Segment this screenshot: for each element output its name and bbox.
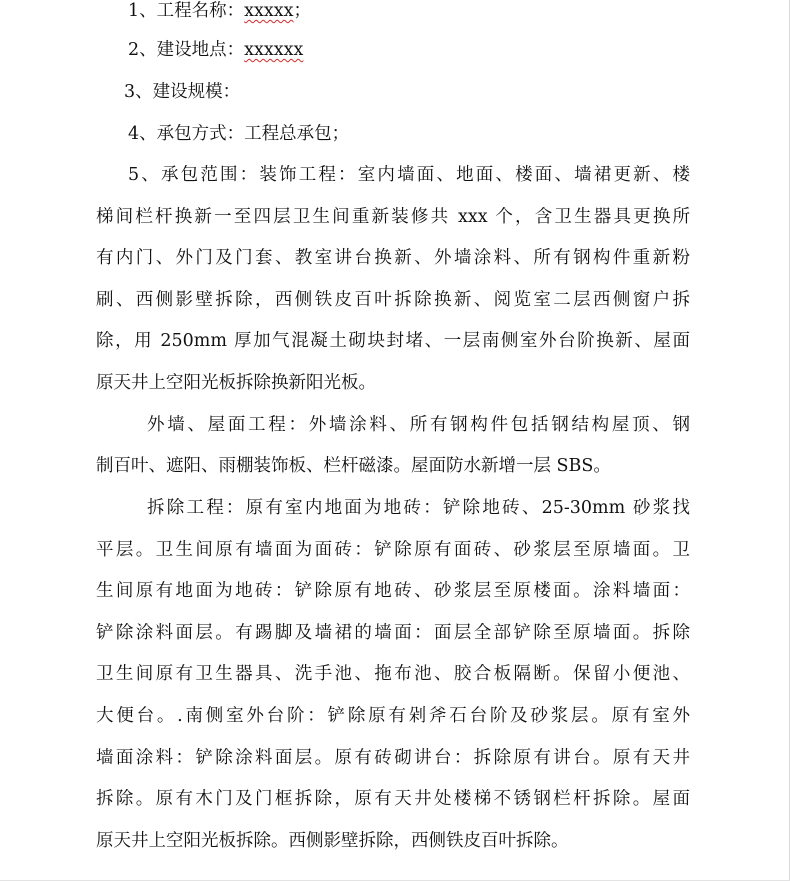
demolition-line: 生间原有地面为地砖：铲除原有地砖、砂浆层至原楼面。涂料墙面： [96, 581, 690, 601]
item-label: 工程名称： [156, 1, 245, 21]
item-location [128, 39, 303, 61]
scope-line-1: 5、承包范围：装饰工程：室内墙面、地面、楼面、墙裙更新、楼 [128, 165, 690, 185]
scope-line: 梯间栏杆换新一至四层卫生间重新装修共 xxx 个，含卫生器具更换所 [96, 207, 690, 227]
demolition-line: 平层。卫生间原有墙面为面砖：铲除原有面砖、砂浆层至原墙面。卫 [96, 540, 690, 560]
scope-line: 除，用 250mm 厚加气混凝土砌块封堵、一层南侧室外台阶换新、屋面 [96, 331, 690, 351]
demolition-line: 原天井上空阳光板拆除。西侧影壁拆除，西侧铁皮百叶拆除。 [96, 831, 569, 851]
demolition-line: 大便台。.南侧室外台阶：铲除原有剁斧石台阶及砂浆层。原有室外 [96, 706, 690, 726]
scope-line: 原天井上空阳光板拆除换新阳光板。 [96, 373, 376, 393]
item-value: 工程总承包； [244, 124, 350, 144]
item-scale [124, 81, 240, 103]
item-number: 2、 [128, 40, 157, 60]
item-label: 承包方式： [156, 124, 245, 144]
item-project-name [128, 0, 311, 22]
exterior-line: 制百叶、遮阳、雨棚装饰板、栏杆磁漆。屋面防水新增一层 SBS。 [96, 456, 611, 476]
item-value: xxxxx [244, 1, 294, 21]
scope-line: 刷、西侧影壁拆除，西侧铁皮百叶拆除换新、阅览室二层西侧窗户拆 [96, 290, 690, 310]
item-label: 建设地点： [156, 40, 245, 60]
scope-line: 有内门、外门及门套、教室讲台换新、外墙涂料、所有钢构件重新粉 [96, 248, 690, 268]
demolition-line: 墙面涂料：铲除涂料面层。原有砖砌讲台：拆除原有讲台。原有天井 [96, 748, 690, 768]
exterior-line-1: 外墙、屋面工程：外墙涂料、所有钢构件包括钢结构屋顶、钢 [147, 415, 690, 435]
demolition-line-1: 拆除工程：原有室内地面为地砖：铲除地砖、25-30mm 砂浆找 [147, 498, 690, 518]
item-suffix: ； [293, 1, 311, 21]
item-contract-mode [128, 123, 349, 145]
item-value: xxxxxx [244, 40, 304, 60]
item-number: 5、 [128, 165, 161, 185]
item-number: 3、 [124, 82, 153, 102]
demolition-line: 卫生间原有卫生器具、洗手池、拖布池、胶合板隔断。保留小便池、 [96, 664, 690, 684]
item-number: 1、 [128, 1, 157, 21]
item-label: 建设规模： [152, 82, 241, 102]
demolition-line: 拆除。原有木门及门框拆除，原有天井处楼梯不锈钢栏杆拆除。屋面 [96, 789, 690, 809]
item-number: 4、 [128, 124, 157, 144]
demolition-line: 铲除涂料面层。有踢脚及墙裙的墙面：面层全部铲除至原墙面。拆除 [96, 623, 690, 643]
